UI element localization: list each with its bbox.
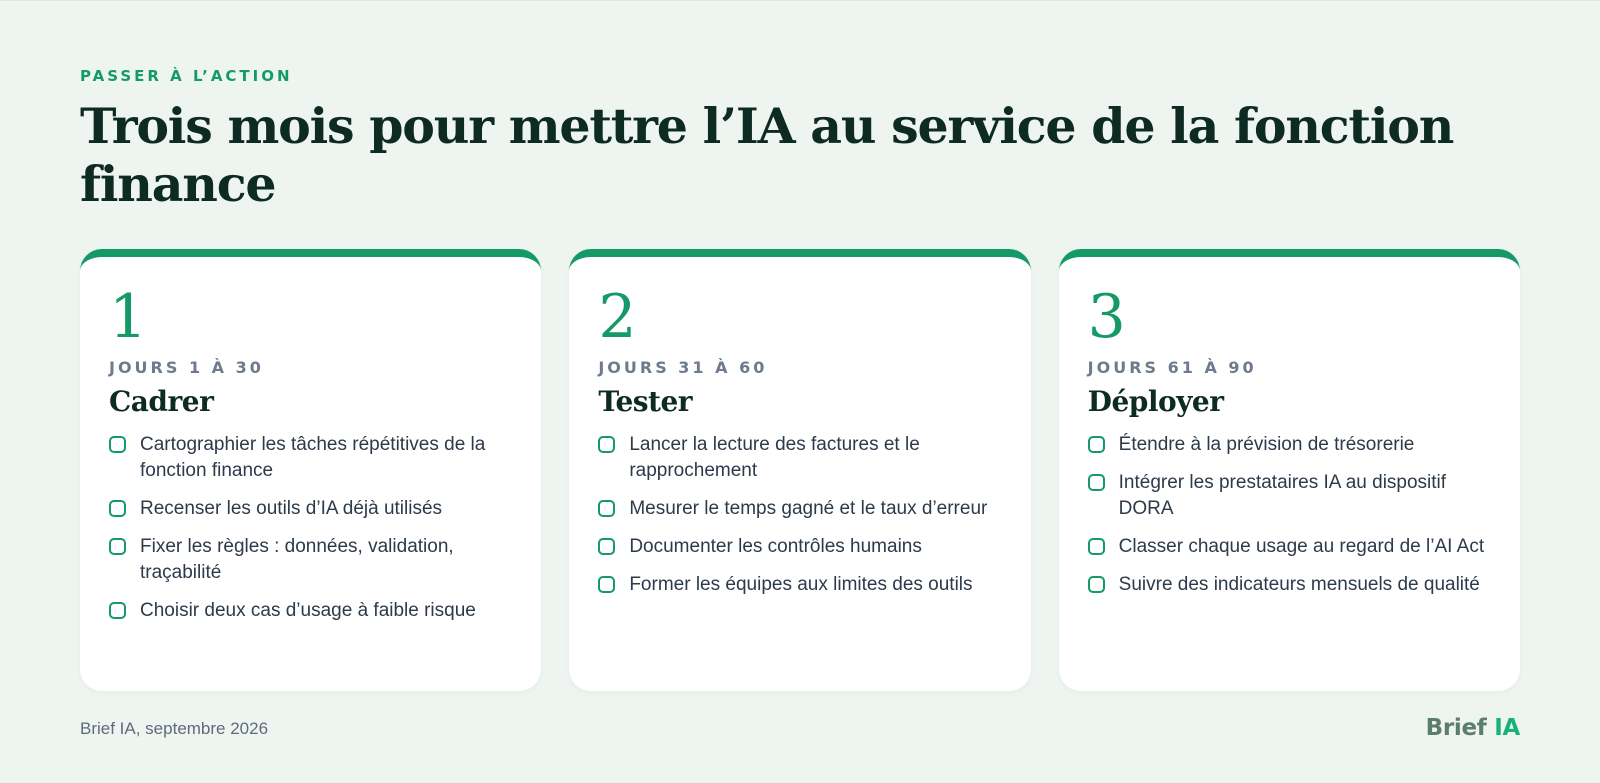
phase-period: JOURS 1 À 30 [109,358,264,377]
task-label: Choisir deux cas d’usage à faible risque [140,600,476,621]
phase-number: 2 [598,282,636,352]
source-note: Brief IA, septembre 2026 [80,719,269,738]
task-item [1088,432,1492,458]
checkbox-icon[interactable] [598,436,615,453]
task-label: Mesurer le temps gagné et le taux d’erreur [629,498,988,519]
task-item [598,572,1002,598]
task-label: Étendre à la prévision de trésorerie [1118,434,1415,455]
checkbox-icon[interactable] [598,576,615,593]
brand-accent: IA [1494,715,1520,741]
phase-number: 3 [1087,282,1125,352]
checkbox-icon[interactable] [1088,474,1105,491]
task-list [598,432,1002,598]
task-item [598,534,1002,560]
phase-card-1 [80,249,541,691]
task-label: Former les équipes aux limites des outils [629,574,973,595]
task-label: Classer chaque usage au regard de l’AI Act [1118,536,1485,557]
task-label: Fixer les règles : données, validation, traçabilité [140,536,454,583]
brand-logo [1426,715,1520,741]
checkbox-icon[interactable] [109,500,126,517]
task-item [109,534,513,586]
phase-number: 1 [109,282,147,352]
checkbox-icon[interactable] [598,500,615,517]
phase-title: Déployer [1087,385,1224,418]
task-item [109,598,513,624]
page-title: Trois mois pour mettre l’IA au service de la fonction finance [80,97,1454,213]
phase-title: Cadrer [109,385,214,418]
phase-card-2 [569,249,1030,691]
task-list [1088,432,1492,598]
task-item [109,432,513,484]
task-label: Cartographier les tâches répétitives de la fonction finance [140,434,486,481]
task-label: Recenser les outils d’IA déjà utilisés [140,498,443,519]
checkbox-icon[interactable] [1088,538,1105,555]
checkbox-icon[interactable] [1088,576,1105,593]
phase-period: JOURS 61 À 90 [1087,358,1257,377]
section-eyebrow: PASSER À L’ACTION [80,67,293,85]
task-label: Lancer la lecture des factures et le rapprochement [629,434,920,481]
checkbox-icon[interactable] [1088,436,1105,453]
task-item [1088,534,1492,560]
checkbox-icon[interactable] [109,436,126,453]
task-item [1088,470,1492,522]
checkbox-icon[interactable] [109,538,126,555]
phase-cards [80,249,1520,691]
task-label: Documenter les contrôles humains [629,536,922,557]
task-label: Intégrer les prestataires IA au dispositif DORA [1118,472,1447,519]
phase-title: Tester [598,385,693,418]
task-item [109,496,513,522]
task-label: Suivre des indicateurs mensuels de qualité [1118,574,1480,595]
checkbox-icon[interactable] [598,538,615,555]
task-item [598,496,1002,522]
phase-period: JOURS 31 À 60 [598,358,768,377]
checkbox-icon[interactable] [109,602,126,619]
task-list [109,432,513,624]
task-item [1088,572,1492,598]
task-item [598,432,1002,484]
brand-word: Brief [1425,715,1487,741]
phase-card-3 [1059,249,1520,691]
